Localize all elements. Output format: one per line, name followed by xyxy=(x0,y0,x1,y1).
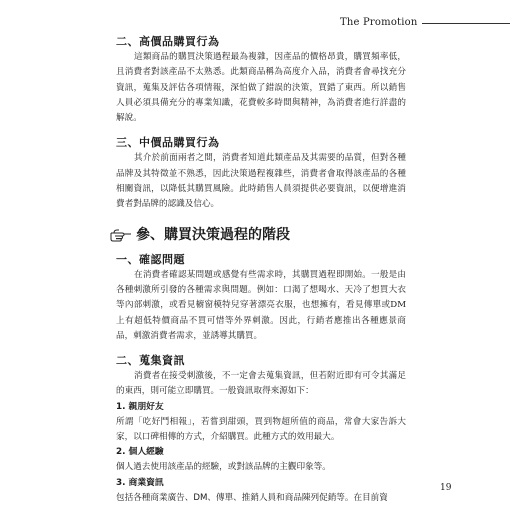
high-price-heading: 二、高價品購買行為 xyxy=(116,35,220,48)
mid-price-heading: 三、中價品購買行為 xyxy=(116,136,220,150)
collect-info-heading: 二、蒐集資訊 xyxy=(116,354,185,368)
page-number: 19 xyxy=(440,483,452,493)
friends-family-title: 1. 親朋好友 xyxy=(116,401,164,412)
running-head-title: The Promotion xyxy=(340,16,418,28)
commercial-info-paragraph: 包括各種商業廣告、DM、傳單、推銷人員和商品陳列促銷等。在目前資 xyxy=(116,492,388,503)
friends-family-paragraph: 所謂「吃好鬥相報」，若嘗到甜頭，買到物超所值的商品，常會大家告訴大家，以口碑相傳的方式，介紹購買。此種方式的效用最大。 xyxy=(116,416,406,443)
pointing-hand-icon xyxy=(110,228,132,242)
section-title-text: 參、購買決策過程的階段 xyxy=(136,226,290,243)
collect-info-paragraph: 消費者在接受刺激後，不一定會去蒐集資訊，但若附近即有可令其滿足的東西，則可能立即購買。一般資訊取得來源如下： xyxy=(116,371,406,397)
high-price-paragraph: 這類商品的購買決策過程最為複雜，因產品的價格昂貴，購買頻率低，且消費者對該產品不太熟悉。此類商品稱為高度介入品，消費者會尋找充分資訊，蒐集及評估各項情報，深怕做了錯誤的決策，買錯了東西。所以銷售人員必須具備充分的專業知識，花費較多時間與精神，為消費者進行詳盡的解說。 xyxy=(116,52,406,124)
running-head-rule xyxy=(422,23,510,24)
personal-experience-paragraph: 個人過去使用該產品的經驗，或對該品牌的主觀印象等。 xyxy=(116,462,331,473)
mid-price-paragraph: 其介於前面兩者之間，消費者知道此類產品及其需要的品質，但對各種品牌及其特徵並不熟悉，因此決策過程複雜些，消費者會取得該產品的各種相關資訊，以降低其購買風險。此時銷售人員須提供必要資訊，以便增進消費者對品牌的認識及信心。 xyxy=(116,153,406,210)
personal-experience-title: 2. 個人經驗 xyxy=(116,447,164,458)
confirm-problem-paragraph: 在消費者確認某問題或感覺有些需求時，其購買過程即開始。一般是由各種刺激所引發的各種需求與問題。例如：口渴了想喝水、天冷了想買大衣等內部刺激，或看見櫥窗模特兒穿著漂亮衣服，也想擁有，看見傳單或DM上有超低特價商品不買可惜等外界刺激。因此，行銷者應推出各種應景商品，刺激消費者需求，並誘導其購買。 xyxy=(116,269,406,341)
page-content xyxy=(116,34,406,506)
running-head xyxy=(340,15,510,29)
confirm-problem-heading: 一、確認問題 xyxy=(116,252,185,266)
section-title xyxy=(110,224,406,246)
commercial-info-title: 3. 商業資訊 xyxy=(116,477,164,488)
